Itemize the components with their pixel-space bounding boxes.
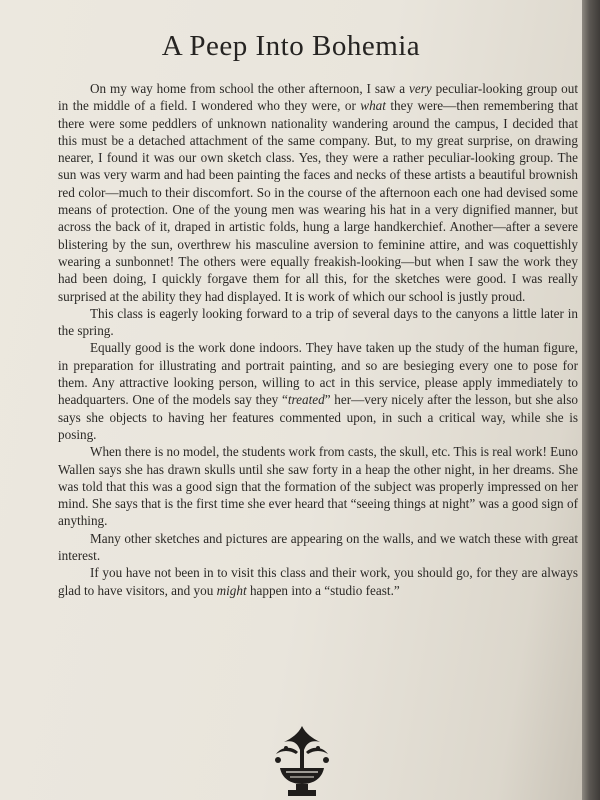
paragraph: If you have not been in to visit this class and their work, you should go, for they are always glad to have visitors, and you might happen into a “studio feast.” (58, 565, 578, 598)
paragraph: When there is no model, the students work from casts, the skull, etc. This is real work! Euno Wallen says she has drawn skulls until she saw forty in a heap the other night, in her dreams. She was told that this was a good sign that the formation of the subject was properly impressed on her mind. She says that is the first time she ever heard that “seeing things at night” was a good sign of anything. (58, 444, 578, 529)
page-edge-shadow (582, 0, 600, 800)
page-title: A Peep Into Bohemia (161, 30, 421, 62)
paragraph: Equally good is the work done indoors. They have taken up the study of the human figure, in preparation for illustrating and portrait painting, and so are besieging every one to pose for them. Any attractive looking person, willing to act in this service, please apply immediately to headquarters. One of the models say they “treated” her—very nicely after the lesson, but she also says she objects to having her features commented upon, in such a critical way, while she is posing. (58, 340, 578, 442)
paragraph: This class is eagerly looking forward to a trip of several days to the canyons a little later in the spring. (58, 305, 578, 339)
article-body (58, 80, 578, 599)
fountain-urn-icon (262, 720, 342, 800)
paragraph: On my way home from school the other afternoon, I saw a very peculiar-looking group out in the middle of a field. I wondered who they were, or what they were—then remembering that there were some peddlers of unknown nationality wandering around the campus, I decided that this must be a detached attachment of the same company. But, to my great surprise, on drawing nearer, I found it was our own sketch class. Yes, they were a rather peculiar-looking group. The sun was very warm and had been painting the faces and necks of these artists a beautiful brownish red color—much to their discomfort. So in the course of the afternoon each one had devised some means of protection. One of the young men was wearing his hat in a very dignified manner, but across the back of it, draped in artistic folds, hung a large handkerchief. Another—after a severe blistering by the sun, overthrew his masculine aversion to feminine attire, and was coquettishly wearing a sunbonnet! The others were equally freakish-looking—but when I saw the work they had been doing, I quickly forgave them for all this, for the sketches were good. I was really surprised at the ability they had displayed. It is work of which our school is justly proud. (58, 81, 578, 304)
paragraph: Many other sketches and pictures are appearing on the walls, and we watch these with great interest. (58, 530, 578, 564)
